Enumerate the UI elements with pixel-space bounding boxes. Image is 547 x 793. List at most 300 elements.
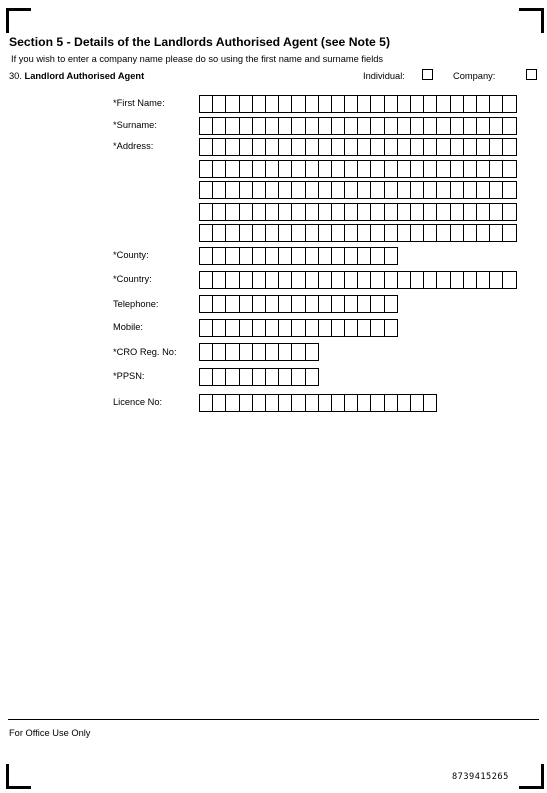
char-box[interactable] xyxy=(502,138,516,156)
char-box[interactable] xyxy=(239,368,253,386)
char-box[interactable] xyxy=(278,95,292,113)
cro-reg-no-field[interactable] xyxy=(199,343,318,361)
char-box[interactable] xyxy=(384,224,398,242)
char-box[interactable] xyxy=(463,95,477,113)
char-box[interactable] xyxy=(278,271,292,289)
office-use-label: For Office Use Only xyxy=(9,728,91,738)
char-box[interactable] xyxy=(476,95,490,113)
char-box[interactable] xyxy=(384,95,398,113)
char-box[interactable] xyxy=(252,271,266,289)
char-box[interactable] xyxy=(305,343,319,361)
char-box[interactable] xyxy=(463,224,477,242)
char-box[interactable] xyxy=(305,95,319,113)
char-box[interactable] xyxy=(476,203,490,221)
char-box[interactable] xyxy=(357,224,371,242)
char-box[interactable] xyxy=(239,271,253,289)
char-box[interactable] xyxy=(305,160,319,178)
char-box[interactable] xyxy=(436,271,450,289)
char-box[interactable] xyxy=(463,160,477,178)
county-label: *County: xyxy=(113,250,149,260)
char-box[interactable] xyxy=(344,181,358,199)
char-box[interactable] xyxy=(397,203,411,221)
char-box[interactable] xyxy=(423,224,437,242)
char-box[interactable] xyxy=(318,394,332,412)
address-line-1-field[interactable] xyxy=(199,138,516,156)
char-box[interactable] xyxy=(278,343,292,361)
char-box[interactable] xyxy=(476,117,490,135)
char-box[interactable] xyxy=(463,203,477,221)
char-box[interactable] xyxy=(450,160,464,178)
char-box[interactable] xyxy=(410,181,424,199)
char-box[interactable] xyxy=(252,368,266,386)
surname-field[interactable] xyxy=(199,117,516,135)
char-box[interactable] xyxy=(265,138,279,156)
ppsn-field[interactable] xyxy=(199,368,318,386)
char-box[interactable] xyxy=(502,203,516,221)
char-box[interactable] xyxy=(199,138,213,156)
char-box[interactable] xyxy=(357,203,371,221)
char-box[interactable] xyxy=(199,319,213,337)
char-box[interactable] xyxy=(265,203,279,221)
char-box[interactable] xyxy=(489,271,503,289)
char-box[interactable] xyxy=(331,319,345,337)
char-box[interactable] xyxy=(265,295,279,313)
individual-label: Individual: xyxy=(363,71,405,81)
char-box[interactable] xyxy=(318,203,332,221)
char-box[interactable] xyxy=(357,95,371,113)
char-box[interactable] xyxy=(225,138,239,156)
char-box[interactable] xyxy=(463,181,477,199)
char-box[interactable] xyxy=(212,160,226,178)
char-box[interactable] xyxy=(370,295,384,313)
char-box[interactable] xyxy=(239,394,253,412)
char-box[interactable] xyxy=(199,295,213,313)
char-box[interactable] xyxy=(384,181,398,199)
char-box[interactable] xyxy=(502,181,516,199)
char-box[interactable] xyxy=(212,203,226,221)
char-box[interactable] xyxy=(291,343,305,361)
char-box[interactable] xyxy=(436,117,450,135)
char-box[interactable] xyxy=(410,138,424,156)
char-box[interactable] xyxy=(291,271,305,289)
corner-mark-bottom-left xyxy=(6,764,31,789)
char-box[interactable] xyxy=(331,394,345,412)
char-box[interactable] xyxy=(291,117,305,135)
char-box[interactable] xyxy=(476,224,490,242)
char-box[interactable] xyxy=(410,95,424,113)
char-box[interactable] xyxy=(239,295,253,313)
char-box[interactable] xyxy=(489,95,503,113)
char-box[interactable] xyxy=(410,160,424,178)
char-box[interactable] xyxy=(291,160,305,178)
char-box[interactable] xyxy=(252,247,266,265)
char-box[interactable] xyxy=(502,271,516,289)
char-box[interactable] xyxy=(278,368,292,386)
char-box[interactable] xyxy=(239,319,253,337)
char-box[interactable] xyxy=(318,295,332,313)
char-box[interactable] xyxy=(278,138,292,156)
char-box[interactable] xyxy=(502,95,516,113)
char-box[interactable] xyxy=(265,160,279,178)
char-box[interactable] xyxy=(331,138,345,156)
char-box[interactable] xyxy=(370,95,384,113)
char-box[interactable] xyxy=(305,224,319,242)
char-box[interactable] xyxy=(252,224,266,242)
char-box[interactable] xyxy=(318,271,332,289)
char-box[interactable] xyxy=(265,394,279,412)
char-box[interactable] xyxy=(331,247,345,265)
char-box[interactable] xyxy=(291,95,305,113)
char-box[interactable] xyxy=(199,160,213,178)
char-box[interactable] xyxy=(331,95,345,113)
char-box[interactable] xyxy=(239,95,253,113)
char-box[interactable] xyxy=(212,95,226,113)
char-box[interactable] xyxy=(370,203,384,221)
char-box[interactable] xyxy=(199,247,213,265)
char-box[interactable] xyxy=(252,95,266,113)
char-box[interactable] xyxy=(291,181,305,199)
mobile-field[interactable] xyxy=(199,319,397,337)
company-checkbox[interactable] xyxy=(526,69,537,80)
char-box[interactable] xyxy=(357,160,371,178)
char-box[interactable] xyxy=(476,138,490,156)
char-box[interactable] xyxy=(502,224,516,242)
mobile-label: Mobile: xyxy=(113,322,143,332)
char-box[interactable] xyxy=(252,295,266,313)
char-box[interactable] xyxy=(370,224,384,242)
char-box[interactable] xyxy=(225,295,239,313)
char-box[interactable] xyxy=(370,117,384,135)
char-box[interactable] xyxy=(239,160,253,178)
char-box[interactable] xyxy=(212,295,226,313)
char-box[interactable] xyxy=(212,138,226,156)
char-box[interactable] xyxy=(225,117,239,135)
char-box[interactable] xyxy=(384,203,398,221)
char-box[interactable] xyxy=(489,138,503,156)
char-box[interactable] xyxy=(344,95,358,113)
char-box[interactable] xyxy=(489,160,503,178)
char-box[interactable] xyxy=(318,117,332,135)
char-box[interactable] xyxy=(278,181,292,199)
char-box[interactable] xyxy=(239,181,253,199)
char-box[interactable] xyxy=(423,181,437,199)
char-box[interactable] xyxy=(252,117,266,135)
char-box[interactable] xyxy=(265,368,279,386)
char-box[interactable] xyxy=(331,295,345,313)
char-box[interactable] xyxy=(357,271,371,289)
char-box[interactable] xyxy=(370,247,384,265)
char-box[interactable] xyxy=(476,271,490,289)
char-box[interactable] xyxy=(397,224,411,242)
country-field[interactable] xyxy=(199,271,516,289)
char-box[interactable] xyxy=(252,181,266,199)
char-box[interactable] xyxy=(278,247,292,265)
char-box[interactable] xyxy=(225,224,239,242)
char-box[interactable] xyxy=(291,203,305,221)
char-box[interactable] xyxy=(318,319,332,337)
char-box[interactable] xyxy=(410,117,424,135)
char-box[interactable] xyxy=(410,394,424,412)
char-box[interactable] xyxy=(344,138,358,156)
char-box[interactable] xyxy=(344,295,358,313)
char-box[interactable] xyxy=(212,368,226,386)
char-box[interactable] xyxy=(331,160,345,178)
char-box[interactable] xyxy=(305,295,319,313)
char-box[interactable] xyxy=(489,203,503,221)
char-box[interactable] xyxy=(291,224,305,242)
char-box[interactable] xyxy=(265,95,279,113)
char-box[interactable] xyxy=(331,224,345,242)
char-box[interactable] xyxy=(384,295,398,313)
char-box[interactable] xyxy=(225,271,239,289)
char-box[interactable] xyxy=(450,224,464,242)
char-box[interactable] xyxy=(397,138,411,156)
char-box[interactable] xyxy=(370,394,384,412)
char-box[interactable] xyxy=(278,160,292,178)
char-box[interactable] xyxy=(370,271,384,289)
char-box[interactable] xyxy=(199,203,213,221)
char-box[interactable] xyxy=(252,319,266,337)
char-box[interactable] xyxy=(252,138,266,156)
char-box[interactable] xyxy=(305,394,319,412)
char-box[interactable] xyxy=(436,224,450,242)
char-box[interactable] xyxy=(212,394,226,412)
char-box[interactable] xyxy=(423,160,437,178)
char-box[interactable] xyxy=(344,394,358,412)
char-box[interactable] xyxy=(199,224,213,242)
char-box[interactable] xyxy=(384,160,398,178)
char-box[interactable] xyxy=(384,394,398,412)
char-box[interactable] xyxy=(410,271,424,289)
char-box[interactable] xyxy=(476,160,490,178)
char-box[interactable] xyxy=(239,138,253,156)
char-box[interactable] xyxy=(225,319,239,337)
char-box[interactable] xyxy=(423,138,437,156)
char-box[interactable] xyxy=(291,295,305,313)
address-line-5-field[interactable] xyxy=(199,224,516,242)
char-box[interactable] xyxy=(305,247,319,265)
char-box[interactable] xyxy=(463,271,477,289)
char-box[interactable] xyxy=(397,271,411,289)
char-box[interactable] xyxy=(225,247,239,265)
char-box[interactable] xyxy=(265,247,279,265)
char-box[interactable] xyxy=(344,224,358,242)
char-box[interactable] xyxy=(357,138,371,156)
char-box[interactable] xyxy=(357,295,371,313)
char-box[interactable] xyxy=(410,203,424,221)
address-line-3-field[interactable] xyxy=(199,181,516,199)
char-box[interactable] xyxy=(397,117,411,135)
char-box[interactable] xyxy=(384,271,398,289)
char-box[interactable] xyxy=(305,203,319,221)
char-box[interactable] xyxy=(265,343,279,361)
char-box[interactable] xyxy=(212,181,226,199)
char-box[interactable] xyxy=(199,117,213,135)
char-box[interactable] xyxy=(331,117,345,135)
county-field[interactable] xyxy=(199,247,397,265)
char-box[interactable] xyxy=(436,160,450,178)
char-box[interactable] xyxy=(384,319,398,337)
address-line-4-field[interactable] xyxy=(199,203,516,221)
char-box[interactable] xyxy=(278,224,292,242)
char-box[interactable] xyxy=(318,95,332,113)
char-box[interactable] xyxy=(357,394,371,412)
char-box[interactable] xyxy=(450,117,464,135)
char-box[interactable] xyxy=(423,95,437,113)
char-box[interactable] xyxy=(252,203,266,221)
char-box[interactable] xyxy=(278,319,292,337)
char-box[interactable] xyxy=(305,319,319,337)
char-box[interactable] xyxy=(450,181,464,199)
char-box[interactable] xyxy=(225,394,239,412)
char-box[interactable] xyxy=(384,247,398,265)
char-box[interactable] xyxy=(199,95,213,113)
char-box[interactable] xyxy=(450,95,464,113)
char-box[interactable] xyxy=(423,394,437,412)
char-box[interactable] xyxy=(265,319,279,337)
char-box[interactable] xyxy=(318,160,332,178)
char-box[interactable] xyxy=(318,138,332,156)
char-box[interactable] xyxy=(265,224,279,242)
char-box[interactable] xyxy=(397,160,411,178)
char-box[interactable] xyxy=(344,319,358,337)
char-box[interactable] xyxy=(436,95,450,113)
char-box[interactable] xyxy=(384,117,398,135)
char-box[interactable] xyxy=(423,203,437,221)
char-box[interactable] xyxy=(370,319,384,337)
char-box[interactable] xyxy=(305,368,319,386)
char-box[interactable] xyxy=(410,224,424,242)
char-box[interactable] xyxy=(502,117,516,135)
char-box[interactable] xyxy=(344,203,358,221)
first-name-field[interactable] xyxy=(199,95,516,113)
char-box[interactable] xyxy=(199,394,213,412)
char-box[interactable] xyxy=(344,271,358,289)
char-box[interactable] xyxy=(212,224,226,242)
char-box[interactable] xyxy=(489,117,503,135)
char-box[interactable] xyxy=(384,138,398,156)
char-box[interactable] xyxy=(489,224,503,242)
char-box[interactable] xyxy=(239,247,253,265)
char-box[interactable] xyxy=(291,394,305,412)
char-box[interactable] xyxy=(331,271,345,289)
char-box[interactable] xyxy=(318,181,332,199)
char-box[interactable] xyxy=(265,271,279,289)
char-box[interactable] xyxy=(252,394,266,412)
char-box[interactable] xyxy=(344,117,358,135)
char-box[interactable] xyxy=(397,394,411,412)
char-box[interactable] xyxy=(239,203,253,221)
char-box[interactable] xyxy=(397,95,411,113)
char-box[interactable] xyxy=(278,117,292,135)
char-box[interactable] xyxy=(450,203,464,221)
char-box[interactable] xyxy=(357,117,371,135)
char-box[interactable] xyxy=(489,181,503,199)
char-box[interactable] xyxy=(305,117,319,135)
char-box[interactable] xyxy=(265,117,279,135)
char-box[interactable] xyxy=(225,181,239,199)
char-box[interactable] xyxy=(344,247,358,265)
char-box[interactable] xyxy=(305,271,319,289)
char-box[interactable] xyxy=(291,138,305,156)
char-box[interactable] xyxy=(436,138,450,156)
char-box[interactable] xyxy=(212,247,226,265)
ppsn-label: *PPSN: xyxy=(113,371,145,381)
individual-checkbox[interactable] xyxy=(422,69,433,80)
char-box[interactable] xyxy=(331,181,345,199)
char-box[interactable] xyxy=(318,224,332,242)
country-label: *Country: xyxy=(113,274,152,284)
char-box[interactable] xyxy=(370,160,384,178)
corner-mark-top-left xyxy=(6,8,31,33)
telephone-field[interactable] xyxy=(199,295,397,313)
char-box[interactable] xyxy=(318,247,332,265)
char-box[interactable] xyxy=(199,343,213,361)
char-box[interactable] xyxy=(450,138,464,156)
char-box[interactable] xyxy=(463,117,477,135)
char-box[interactable] xyxy=(291,319,305,337)
char-box[interactable] xyxy=(199,368,213,386)
char-box[interactable] xyxy=(423,271,437,289)
char-box[interactable] xyxy=(331,203,345,221)
char-box[interactable] xyxy=(344,160,358,178)
item-number: 30. xyxy=(9,71,22,81)
char-box[interactable] xyxy=(463,138,477,156)
char-box[interactable] xyxy=(225,343,239,361)
char-box[interactable] xyxy=(225,160,239,178)
char-box[interactable] xyxy=(225,95,239,113)
char-box[interactable] xyxy=(265,181,279,199)
char-box[interactable] xyxy=(291,247,305,265)
char-box[interactable] xyxy=(225,203,239,221)
char-box[interactable] xyxy=(305,138,319,156)
char-box[interactable] xyxy=(397,181,411,199)
char-box[interactable] xyxy=(225,368,239,386)
char-box[interactable] xyxy=(212,319,226,337)
char-box[interactable] xyxy=(239,343,253,361)
char-box[interactable] xyxy=(252,343,266,361)
char-box[interactable] xyxy=(305,181,319,199)
char-box[interactable] xyxy=(476,181,490,199)
char-box[interactable] xyxy=(370,138,384,156)
char-box[interactable] xyxy=(278,295,292,313)
address-line-2-field[interactable] xyxy=(199,160,516,178)
char-box[interactable] xyxy=(291,368,305,386)
char-box[interactable] xyxy=(357,319,371,337)
char-box[interactable] xyxy=(212,343,226,361)
char-box[interactable] xyxy=(357,247,371,265)
char-box[interactable] xyxy=(502,160,516,178)
char-box[interactable] xyxy=(370,181,384,199)
char-box[interactable] xyxy=(199,271,213,289)
char-box[interactable] xyxy=(212,117,226,135)
licence-no-field[interactable] xyxy=(199,394,436,412)
char-box[interactable] xyxy=(278,394,292,412)
licence-no-label: Licence No: xyxy=(113,397,163,407)
char-box[interactable] xyxy=(199,181,213,199)
corner-mark-top-right xyxy=(519,8,544,33)
char-box[interactable] xyxy=(423,117,437,135)
char-box[interactable] xyxy=(450,271,464,289)
char-box[interactable] xyxy=(239,117,253,135)
char-box[interactable] xyxy=(239,224,253,242)
char-box[interactable] xyxy=(357,181,371,199)
char-box[interactable] xyxy=(278,203,292,221)
char-box[interactable] xyxy=(212,271,226,289)
char-box[interactable] xyxy=(436,203,450,221)
char-box[interactable] xyxy=(252,160,266,178)
char-box[interactable] xyxy=(436,181,450,199)
